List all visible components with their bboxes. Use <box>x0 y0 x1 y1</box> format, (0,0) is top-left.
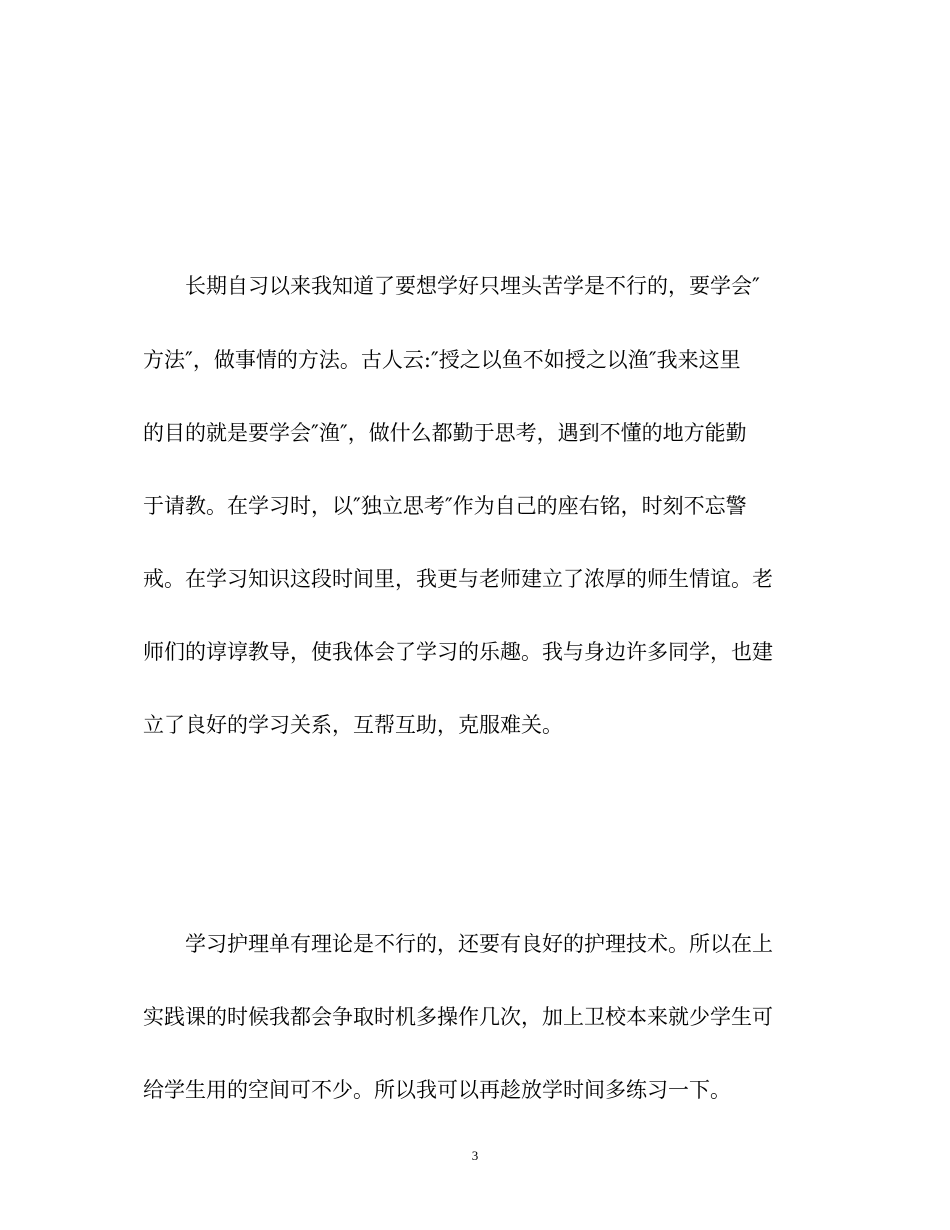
paragraph-line: 的目的就是要学会″渔″，做什么都勤于思考，遇到不懂的地方能勤 <box>143 421 747 445</box>
paragraph-line: 于请教。在学习时，以″独立思考″作为自己的座右铭，时刻不忘警 <box>143 494 747 518</box>
paragraph-line: 实践课的时候我都会争取时机多操作几次，加上卫校本来就少学生可 <box>143 1005 773 1029</box>
page-number: 3 <box>471 1148 479 1163</box>
paragraph-line: 方法″，做事情的方法。古人云:″授之以鱼不如授之以渔″我来这里 <box>143 348 741 372</box>
paragraph-line: 师们的谆谆教导，使我体会了学习的乐趣。我与身边许多同学，也建 <box>143 640 773 664</box>
paragraph-line: 立了良好的学习关系，互帮互助，克服难关。 <box>143 713 563 737</box>
paragraph-line: 长期自习以来我知道了要想学好只埋头苦学是不行的，要学会″ <box>185 274 760 298</box>
paragraph-line: 戒。在学习知识这段时间里，我更与老师建立了浓厚的师生情谊。老 <box>143 567 773 591</box>
paragraph-line: 学习护理单有理论是不行的，还要有良好的护理技术。所以在上 <box>185 932 773 956</box>
paragraph-line: 给学生用的空间可不少。所以我可以再趁放学时间多练习一下。 <box>143 1078 731 1102</box>
